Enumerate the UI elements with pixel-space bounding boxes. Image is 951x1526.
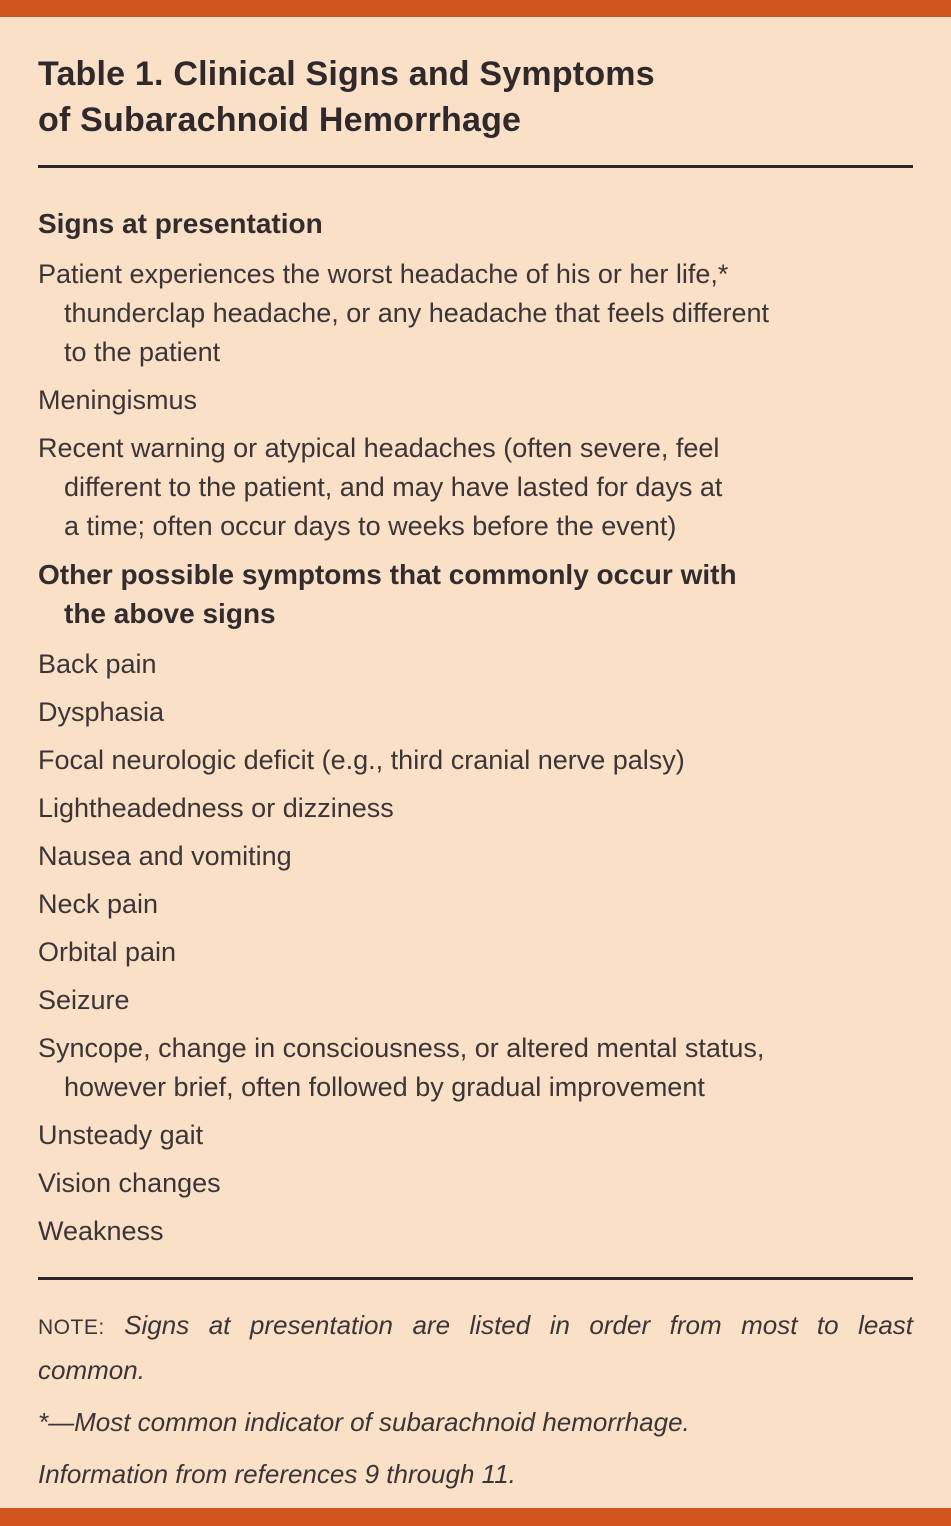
table-row xyxy=(38,933,913,972)
table-row xyxy=(38,741,913,780)
row-line: Unsteady gait xyxy=(38,1120,204,1150)
table-body xyxy=(38,204,913,1251)
table-row xyxy=(38,1116,913,1155)
section-heading xyxy=(38,555,913,633)
footnotes xyxy=(38,1304,913,1495)
row-line: Focal neurologic deficit (e.g., third cranial nerve palsy) xyxy=(38,745,685,775)
row-line: Recent warning or atypical headaches (often severe, feel xyxy=(38,433,720,463)
row-line: Neck pain xyxy=(38,889,159,919)
note-prefix: NOTE: xyxy=(38,1316,105,1339)
row-line: Nausea and vomiting xyxy=(38,841,292,871)
row-line: different to the patient, and may have lasted for days at xyxy=(64,472,723,502)
row-line: Orbital pain xyxy=(38,937,177,967)
source-footnote: Information from references 9 through 11. xyxy=(38,1459,516,1489)
table-row xyxy=(38,255,913,372)
title-divider-rule xyxy=(38,165,913,168)
note-paragraph xyxy=(38,1304,913,1391)
table-row xyxy=(38,429,913,546)
table-row xyxy=(38,1164,913,1203)
row-line: a time; often occur days to weeks before the event) xyxy=(64,511,677,541)
row-line: Seizure xyxy=(38,985,130,1015)
row-line: Meningismus xyxy=(38,385,198,415)
row-line: Lightheadedness or dizziness xyxy=(38,793,394,823)
table-row xyxy=(38,1029,913,1107)
asterisk-footnote: *—Most common indicator of subarachnoid hemorrhage. xyxy=(38,1407,690,1437)
table-title-line-1: Table 1. Clinical Signs and Symptoms xyxy=(38,55,655,93)
note-line-1-text: Signs at presentation are listed in order from most to least xyxy=(124,1310,913,1340)
row-line: Back pain xyxy=(38,649,157,679)
table-card xyxy=(0,17,951,1495)
note-line-2: common. xyxy=(38,1355,145,1385)
row-line: to the patient xyxy=(64,337,221,367)
row-line: Other possible symptoms that commonly occur with xyxy=(38,559,737,590)
table-row xyxy=(38,981,913,1020)
row-line: Patient experiences the worst headache of his or her life,* xyxy=(38,259,729,289)
table-row xyxy=(38,1212,913,1251)
note-line-1 xyxy=(38,1304,913,1349)
table-row xyxy=(38,885,913,924)
row-line: the above signs xyxy=(64,598,276,629)
row-line: Syncope, change in consciousness, or altered mental status, xyxy=(38,1033,765,1063)
table-row xyxy=(38,645,913,684)
row-line: Signs at presentation xyxy=(38,208,323,239)
table-row xyxy=(38,837,913,876)
table-title xyxy=(38,51,913,143)
row-line: thunderclap headache, or any headache that feels different xyxy=(64,298,770,328)
table-title-line-2: of Subarachnoid Hemorrhage xyxy=(38,101,522,139)
row-line: Vision changes xyxy=(38,1168,221,1198)
table-row xyxy=(38,693,913,732)
top-accent-bar xyxy=(0,0,951,17)
section-heading xyxy=(38,204,913,243)
table-row xyxy=(38,789,913,828)
row-line: Weakness xyxy=(38,1216,164,1246)
row-line: Dysphasia xyxy=(38,697,165,727)
footnote-divider-rule xyxy=(38,1277,913,1280)
row-line: however brief, often followed by gradual improvement xyxy=(64,1072,705,1102)
table-row xyxy=(38,381,913,420)
bottom-accent-bar xyxy=(0,1508,951,1526)
